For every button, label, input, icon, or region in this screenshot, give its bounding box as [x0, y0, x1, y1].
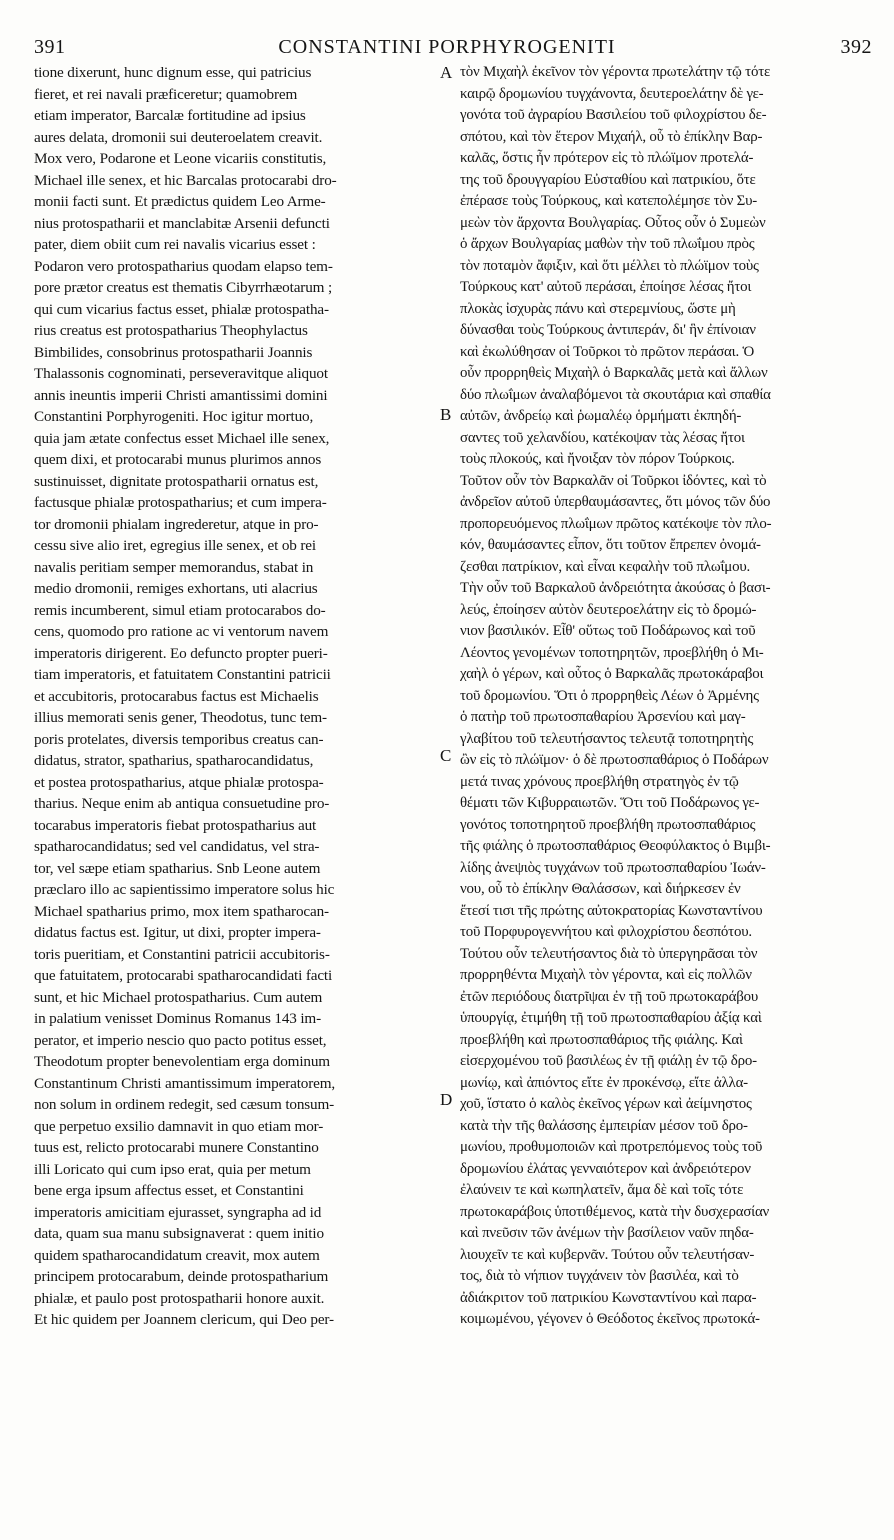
greek-text-line: τοῦ δρομωνίου. Ὅτι ὁ προρρηθεὶς Λέων ὁ Ἀρμένης [460, 687, 759, 704]
latin-text-line: illius memorati senis gener, Theodotus, tunc tem- [34, 709, 327, 726]
page-number-left: 391 [34, 36, 66, 58]
margin-marker-c: C [440, 746, 452, 765]
latin-text-line: que fatuitatem, protocarabi spatharocandidati facti [34, 967, 333, 984]
greek-text-line: προπορευόμενος πλωΐμων πρῶτος κατέκοψε τὸν πλο- [460, 515, 772, 532]
latin-text-line: pater, diem obiit cum rei navalis vicarius esset : [34, 236, 316, 253]
latin-text-line: et accubitoris, protocarabus factus est Michaelis [34, 687, 319, 705]
greek-text-line: προεβλήθη καὶ πρωτοσπαθάριος τῆς φιάλης. Καὶ [460, 1031, 743, 1048]
latin-text-line: illi Loricato qui cum ipso erat, quia per metum [34, 1160, 311, 1178]
latin-text-line: Theodotum propter benevolentiam erga dominum [34, 1053, 330, 1070]
greek-text-line: ὁ ἄρχων Βουλγαρίας μαθὼν τὴν τοῦ πλωΐμου πρὸς [460, 236, 755, 252]
greek-text-line: γονότος τοποτηρητοῦ προεβλήθη πρωτοσπαθάριος [460, 816, 756, 833]
greek-text-line: δρομωνίου ἐλάτας γενναιότερον καὶ ἀνδρειότερον [460, 1160, 751, 1177]
greek-text-line: μωνίου, προθυμοποιῶν καὶ προτρεπόμενος τοὺς τοῦ [460, 1139, 763, 1155]
greek-text-line: οὖν προρρηθεὶς Μιχαὴλ ὁ Βαρκαλᾶς μετὰ καὶ ἄλλων [460, 365, 768, 381]
latin-text-line: Et hic quidem per Joannem clericum, qui Deo per- [34, 1311, 334, 1328]
latin-text-line: sustinuisset, dignitate protospatharii ornatus est, [34, 472, 319, 490]
greek-text-line: τοῦ Πορφυρογεννήτου καὶ φιλοχρίστου δεσπότου. [460, 924, 752, 940]
greek-text-line: μωνίῳ, καὶ ἀπιόντος εἴτε ἐν προκένσῳ, εἴτε ἀλλα- [460, 1074, 748, 1091]
latin-text-line: annis ineuntis imperii Christi amantissimi domini [34, 386, 328, 404]
greek-text-line: κατὰ τὴν τῆς θαλάσσης ἐμπειρίαν μέσον τοῦ δρο- [460, 1117, 748, 1134]
latin-text-line: quidem spatharocandidatum creavit, mox autem [34, 1246, 320, 1264]
latin-text-column [34, 62, 432, 1331]
greek-text-line: ἀδιάκριτον τοῦ πατρικίου Κωνσταντίνου καὶ παρα- [460, 1289, 757, 1306]
greek-text-line: δύνασθαι τοὺς Τούρκους ἀντιπεράν, δι' ἣν ἐπίνοιαν [460, 322, 756, 338]
latin-text-line: perator, et imperio nescio quo pacto potitus esset, [34, 1031, 327, 1049]
greek-text-column [460, 62, 878, 1331]
latin-text-line: imperatoris amicitiam ejurasset, syngrapha ad id [34, 1203, 322, 1221]
greek-text-line: θέματι τῶν Κιβυρραιωτῶν. Ὅτι τοῦ Ποδάρωνος γε- [460, 795, 760, 811]
latin-text-line: toris pueritiam, et Constantini patricii accubitoris- [34, 945, 330, 963]
greek-text-line: ἐπέρασε τοὺς Τούρκους, καὶ κατεπολέμησε τὸν Συ- [460, 193, 758, 209]
greek-text-line: ἐλαύνειν τε καὶ κωπηλατεῖν, ἅμα δὲ καὶ τοῖς τότε [460, 1182, 744, 1198]
latin-text-line: tione dixerunt, hunc dignum esse, qui patricius [34, 64, 312, 81]
latin-text-line: poris protelates, diversis temporibus creatus can- [34, 730, 324, 748]
latin-text-line: didatus, strator, spatharius, spatharocandidatus, [34, 752, 314, 769]
latin-text-line: cens, quomodo pro ratione ac vi ventorum navem [34, 623, 329, 640]
latin-text-line: medio dromonii, remiges exhortans, uti alacrius [34, 580, 318, 597]
latin-text-line: tocarabus imperatoris fiebat protospatharius aut [34, 816, 317, 834]
latin-text-line: pore prætor creatus est thematis Cibyrrhæotarum ; [34, 279, 333, 296]
margin-marker-a: A [440, 63, 453, 82]
greek-text-line: τοὺς πλοκούς, καὶ ἤνοιξαν τὸν πόρον Τούρκοις. [460, 451, 735, 467]
latin-text-line: nius protospatharii et manclabitæ Arsenii defuncti [34, 214, 330, 232]
latin-text-line: præclaro illo ac sapientissimo imperatore solus hic [34, 881, 335, 898]
latin-text-line: didatus factus est. Igitur, ut dixi, propter impera- [34, 924, 321, 941]
latin-text-line: navalis peritiam semper memorandus, stabat in [34, 558, 314, 576]
greek-text-line: κοιμωμένου, γέγονεν ὁ Θεόδοτος ἐκεῖνος πρωτοκά- [460, 1311, 760, 1327]
greek-text-line: εἰσερχομένου τοῦ βασιλέως ἐν τῇ φιάλῃ ἐν τῷ δρο- [460, 1053, 757, 1069]
greek-text-line: κόν, θαυμάσαντες εἶπον, ὅτι τοῦτον ἔπρεπεν ὀνομά- [460, 537, 761, 553]
page-number-right: 392 [840, 36, 872, 58]
greek-text-line: μετά τινας χρόνους προεβλήθη στρατηγὸς ἐν τῷ [460, 773, 739, 790]
greek-text-line: λίδης ἀνεψιὸς τυγχάνων τοῦ πρωτοσπαθαρίου Ἰωάν- [460, 859, 766, 876]
latin-text-line: principem protocarabum, deinde protospatharium [34, 1268, 329, 1285]
greek-text-line: χαὴλ ὁ γέρων, καὶ οὗτος ὁ Βαρκαλᾶς πρωτοκάραβοι [460, 666, 764, 682]
greek-text-line: ὢν εἰς τὸ πλώϊμον· ὁ δὲ πρωτοσπαθάριος ὁ Ποδάρων [460, 752, 769, 768]
greek-text-line: ἐτῶν περιόδους διατρῖψαι ἐν τῇ τοῦ πρωτοκαράβου [460, 988, 759, 1005]
greek-text-line: καὶ πνεῦσιν τῶν ἀνέμων τὴν βασίλειον ναῦν πηδα- [460, 1225, 754, 1241]
greek-text-line: Τοῦτον οὖν τὸν Βαρκαλᾶν οἱ Τοῦρκοι ἰδόντες, καὶ τὸ [460, 472, 767, 489]
latin-text-line: cessu sive alio iret, egregius ille senex, et ob rei [34, 537, 316, 554]
greek-text-line: νου, οὗ τὸ ἐπίκλην Θαλάσσων, καὶ διήρκεσεν ἐν [460, 881, 741, 897]
latin-text-line: spatharocandidatus; sed vel candidatus, vel stra- [34, 838, 320, 855]
latin-text-line: quem dixi, et protocarabi munus plurimos annos [34, 451, 322, 468]
greek-text-line: τὸν ποταμὸν ἄφιξιν, καὶ ὅτι μέλλει τὸ πλώϊμον τοὺς [460, 257, 759, 274]
latin-text-line: imperatoris dirigerent. Eo defuncto propter pueri- [34, 644, 328, 662]
greek-text-line: τὸν Μιχαὴλ ἐκεῖνον τὸν γέροντα πρωτελάτην τῷ τότε [460, 64, 771, 80]
greek-text-line: καλᾶς, ὅστις ἦν πρότερον εἰς τὸ πλώϊμον προτελά- [460, 150, 754, 166]
latin-text-line: bene erga ipsum affectus esset, et Constantini [34, 1182, 304, 1199]
latin-text-line: phialæ, et paulo post protospatharii honore auxit. [34, 1289, 325, 1307]
greek-text-line: καιρῷ δρομωνίου τυγχάνοντα, δευτεροελάτην δὲ γε- [460, 85, 764, 102]
latin-text-line: Mox vero, Podarone et Leone vicariis constitutis, [34, 150, 327, 167]
latin-text-line: monii facti sunt. Et prædictus quidem Leo Arme- [34, 193, 326, 210]
greek-text-line: μεὼν τὸν ἄρχοντα Βουλγαρίας. Οὗτος οὖν ὁ Συμεὼν [460, 214, 766, 231]
greek-text-line: της τοῦ δρουγγαρίου Εὐσταθίου καὶ πατρικίου, ὅτε [460, 171, 756, 188]
latin-text-line: etiam imperator, Barcalæ fortitudine ad ipsius [34, 107, 306, 124]
latin-text-line: tuus est, relicto protocarabi munere Constantino [34, 1139, 319, 1156]
margin-marker-d: D [440, 1090, 453, 1109]
greek-text-line: τος, διὰ τὸ νήπιον τυγχάνειν τὸν βασιλέα, καὶ τὸ [460, 1268, 739, 1284]
latin-text-line: Podaron vero protospatharius quodam elapso tem- [34, 257, 333, 275]
greek-text-line: δύο πλωΐμων ἀναλαβόμενοι τὰ σκουτάρια καὶ σπαθία [460, 386, 771, 403]
greek-text-line: νιον βασιλικόν. Εἶθ' οὕτως τοῦ Ποδάρωνος καὶ τοῦ [460, 623, 756, 639]
latin-text-line: non solum in ordinem redegit, sed cæsum tonsum- [34, 1096, 335, 1113]
greek-text-line: Τὴν οὖν τοῦ Βαρκαλοῦ ἀνδρειότητα ἀκούσας ὁ βασι- [460, 580, 771, 596]
latin-text-line: tharius. Neque enim ab antiqua consuetudine pro- [34, 795, 330, 812]
greek-text-line: λεύς, ἐποίησεν αὐτὸν δευτεροελάτην εἰς τὸ δρομώ- [460, 601, 757, 618]
greek-text-line: αὐτῶν, ἀνδρείῳ καὶ ῥωμαλέῳ ὁρμήματι ἐκπηδή- [460, 408, 742, 424]
greek-text-line: ὁ πατὴρ τοῦ πρωτοσπαθαρίου Ἀρσενίου καὶ μαγ- [460, 709, 746, 725]
greek-text-line: πλοκὰς ἰσχυρὰς πάνυ καὶ στερεμνίους, ὥστε μὴ [460, 300, 736, 317]
latin-text-line: qui cum vicarius factus esset, phialæ protospatha- [34, 300, 329, 318]
latin-text-line: rius creatus est protospatharius Theophylactus [34, 322, 308, 339]
greek-text-line: Τούτου οὖν τελευτήσαντος διὰ τὸ ὑπεργηρᾶσαι τὸν [460, 945, 758, 962]
latin-text-line: factusque phialæ protospatharius; et cum impera- [34, 494, 327, 511]
greek-text-line: ζεσθαι πατρίκιον, καὶ εἶναι κεφαλὴν τοῦ πλωΐμου. [460, 558, 751, 575]
latin-text-line: Michael ille senex, et hic Barcalas protocarabi dro- [34, 171, 337, 189]
latin-text-line: aures delata, dromonii sui deuteroelatem creavit. [34, 128, 323, 146]
greek-text-line: τῆς φιάλης ὁ πρωτοσπαθάριος Θεοφύλακτος ὁ Βιμβι- [460, 838, 771, 854]
latin-text-line: que perpetuo exsilio damnavit in quo etiam mor- [34, 1117, 324, 1135]
latin-text-line: data, quam sua manu subsignaverat : quem initio [34, 1225, 324, 1242]
running-title: CONSTANTINI PORPHYROGENITI [278, 36, 616, 58]
margin-marker-b: B [440, 405, 452, 424]
greek-text-line: σαντες τοῦ χελανδίου, κατέκοψαν τὰς λέσας ἤτοι [460, 429, 745, 446]
latin-text-line: tor, vel sæpe etiam spatharius. Snb Leone autem [34, 859, 321, 877]
latin-text-line: sunt, et hic Michael protospatharius. Cum autem [34, 988, 323, 1006]
latin-text-line: Constantini Porphyrogeniti. Hoc igitur mortuo, [34, 408, 314, 425]
greek-text-line: χοῦ, ἵστατο ὁ καλὸς ἐκεῖνος γέρων καὶ ἀείμνηστος [460, 1096, 752, 1112]
latin-text-line: Constantinum Christi amantissimum imperatorem, [34, 1074, 336, 1092]
latin-text-line: Bimbilides, consobrinus protospatharii Joannis [34, 343, 313, 361]
latin-text-line: quia jam ætate confectus esset Michael ille senex, [34, 429, 330, 447]
latin-text-line: remis incumberent, simul etiam protocarabos do- [34, 601, 326, 619]
latin-text-line: Michael spatharius primo, mox item spatharocan- [34, 902, 329, 920]
greek-text-line: καὶ ἐκωλύθησαν οἱ Τοῦρκοι τὸ πρῶτον περάσαι. Ὁ [460, 343, 755, 360]
latin-text-line: tiam imperatoris, et fatuitatem Constantini patricii [34, 666, 331, 683]
greek-text-line: πρωτοκαράβοις ὑποτιθέμενος, κατὰ τὴν δυσχερασίαν [460, 1203, 770, 1220]
greek-text-line: Λέοντος γενομένων τοποτηρητῶν, προεβλήθη ὁ Μι- [460, 644, 764, 661]
greek-text-line: γλαβίτου τοῦ τελευτήσαντος τελευτᾷ τοποτηρητὴς [460, 730, 754, 747]
latin-text-line: et postea protospatharius, atque phialæ protospa- [34, 773, 324, 791]
greek-text-line: προρρηθέντα Μιχαὴλ τὸν γέροντα, καὶ εἰς πολλῶν [460, 967, 752, 983]
greek-text-line: ἀνδρεῖον αὐτοῦ ὑπερθαυμάσαντες, ὅτι μόνος τῶν δύο [460, 494, 771, 510]
latin-text-line: Thalassonis cognominati, perseveravitque aliquot [34, 365, 328, 382]
greek-text-line: ἔτεσί τισι τῆς πρώτης αὐτοκρατορίας Κωνσταντίνου [460, 902, 763, 919]
latin-text-line: tor dromonii phialam ingrederetur, atque in pro- [34, 515, 319, 533]
greek-text-line: σπότου, καὶ τὸν ἕτερον Μιχαήλ, οὗ τὸ ἐπίκλην Βαρ- [460, 128, 763, 145]
greek-text-line: ὑπουργίᾳ, ἐτιμήθη τῇ τοῦ πρωτοσπαθαρίου ἀξίᾳ καὶ [460, 1010, 762, 1026]
latin-text-line: in palatium venisset Dominus Romanus 143 im- [34, 1010, 322, 1027]
greek-text-line: λιουχεῖν τε καὶ κυβερνᾶν. Τούτου οὖν τελευτήσαν- [460, 1246, 755, 1263]
latin-text-line: fieret, et rei navali præficeretur; quamobrem [34, 85, 298, 103]
greek-text-line: Τούρκους κατ' αὐτοῦ περάσαι, ἐποίησε λέσας ἤτοι [460, 279, 752, 295]
greek-text-line: γονότα τοῦ ἀγραρίου Βασιλείου τοῦ φιλοχρίστου δε- [460, 107, 767, 123]
